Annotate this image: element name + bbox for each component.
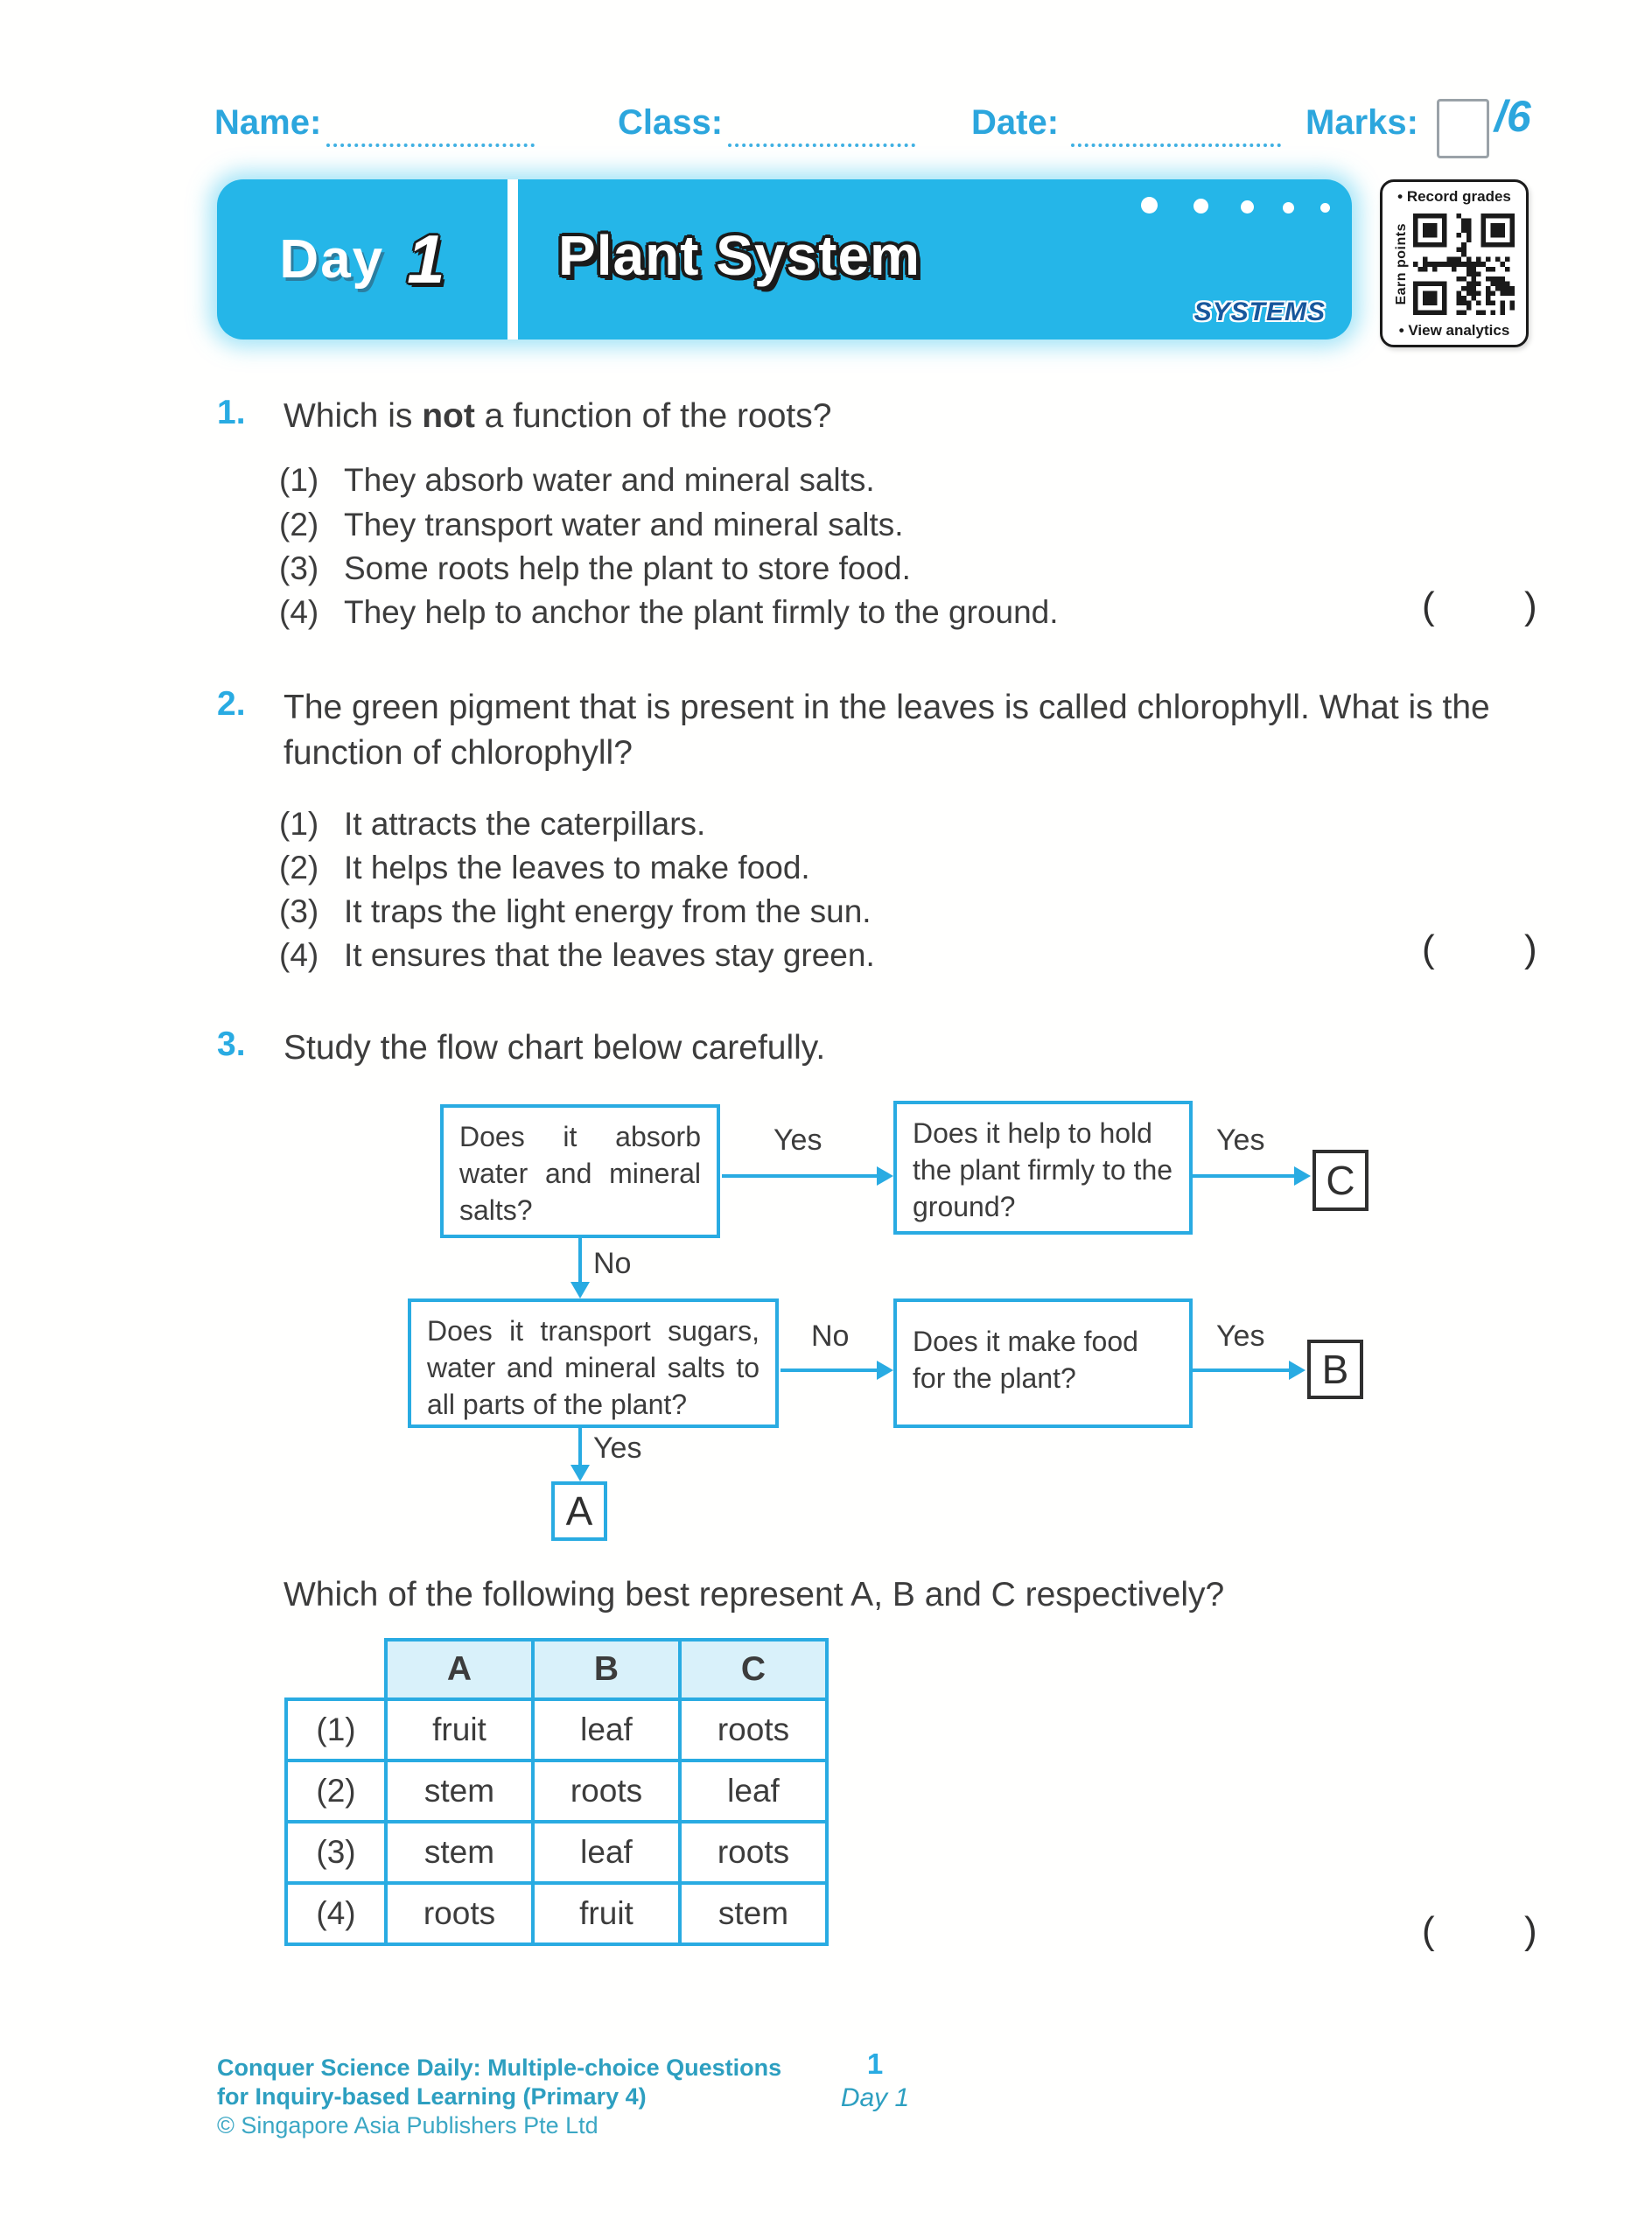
q2-option-2: (2) It helps the leaves to make food. [279,850,810,886]
flowchart-connector [1193,1174,1296,1178]
flowchart-box-transport: Does it transport sugars, water and mineral salts to all parts of the plant? [408,1298,779,1428]
q3-text: Study the flow chart below carefully. [284,1029,826,1067]
name-write-line[interactable] [326,105,535,147]
day-block [217,179,508,340]
date-label: Date: [971,103,1060,142]
flowchart-label-yes: Yes [1216,1124,1265,1157]
flowchart-result-b: B [1307,1340,1363,1399]
footer-book-title: Conquer Science Daily: Multiple-choice Questions [217,2054,782,2081]
q1-option-4: (4) They help to anchor the plant firmly to the ground. [279,594,1059,630]
q1-option-1: (1) They absorb water and mineral salts. [279,462,875,498]
flowchart-label-yes: Yes [774,1124,822,1157]
column-header-a: A [386,1640,533,1699]
answer-table [284,1638,829,1946]
flowchart-connector [780,1368,879,1372]
arrow-right-icon [1289,1361,1306,1380]
name-label: Name: [214,103,322,142]
arrow-right-icon [877,1166,893,1186]
flowchart-connector [578,1428,582,1466]
flowchart-box-absorb: Does it absorb water and mineral salts? [440,1104,720,1238]
day-number: 1 [407,220,445,298]
q3-number: 3. [217,1026,246,1063]
table-row: (4) roots fruit stem [286,1883,827,1944]
table-row: (3) stem leaf roots [286,1822,827,1883]
flowchart-box-hold: Does it help to hold the plant firmly to the ground? [893,1101,1193,1235]
q2-option-1: (1) It attracts the caterpillars. [279,806,706,842]
arrow-right-icon [1294,1166,1311,1186]
footer-copyright: © Singapore Asia Publishers Pte Ltd [217,2112,598,2138]
footer-book-subtitle: for Inquiry-based Learning (Primary 4) [217,2083,647,2110]
class-write-line[interactable] [728,105,915,147]
banner-dot [1194,199,1208,214]
banner-dot [1141,197,1158,214]
answer-bracket: ) [1524,584,1537,627]
qr-top-label: • Record grades [1397,188,1511,205]
answer-bracket[interactable]: ( [1422,584,1435,627]
qr-code [1413,214,1515,315]
table-header-row [286,1640,827,1699]
arrow-right-icon [877,1361,893,1380]
q2-option-3: (3) It traps the light energy from the sun. [279,893,872,929]
table-row: (1) fruit leaf roots [286,1699,827,1760]
flowchart-connector [578,1238,582,1284]
arrow-down-icon [570,1282,590,1298]
qr-bottom-label: • View analytics [1398,322,1510,339]
q3-sub-question: Which of the following best represent A, B and C respectively? [284,1576,1225,1614]
qr-panel [1380,179,1529,347]
answer-bracket[interactable]: ( [1422,928,1435,970]
table-row: (2) stem roots leaf [286,1760,827,1822]
flowchart-connector [1193,1368,1291,1372]
column-header-b: B [533,1640,680,1699]
page-day-label: Day 1 [840,2083,910,2112]
q2-text: The green pigment that is present in the leaves is called chlorophyll. What is the function of chlorophyll? [284,689,1490,772]
q2-option-4: (4) It ensures that the leaves stay green. [279,937,875,973]
page-number: 1 [866,2048,884,2080]
q1-option-2: (2) They transport water and mineral salts. [279,507,904,542]
arrow-down-icon [570,1465,590,1481]
q1-number: 1. [217,394,246,431]
marks-total: /6 [1494,92,1531,141]
banner-dot [1320,203,1330,213]
table-corner-cell [286,1640,386,1699]
page-title: Plant System [558,224,920,287]
flowchart-label-no: No [593,1247,632,1280]
strand-badge: SYSTEMS [1194,298,1326,326]
day-banner [217,179,1352,340]
column-header-c: C [680,1640,827,1699]
marks-box[interactable] [1437,99,1489,158]
flowchart-box-food: Does it make food for the plant? [893,1298,1193,1428]
flowchart-label-no: No [811,1320,850,1353]
flowchart-result-a: A [551,1481,607,1541]
answer-bracket[interactable]: ( [1422,1909,1435,1952]
flowchart-label-yes: Yes [593,1432,642,1465]
q1-text: Which is not a function of the roots? [284,397,832,435]
banner-dot [1283,202,1294,214]
day-label: Day [279,229,385,290]
marks-label: Marks: [1306,103,1418,142]
date-write-line[interactable] [1071,105,1281,147]
q1-option-3: (3) Some roots help the plant to store food. [279,550,911,586]
q2-number: 2. [217,685,246,723]
flowchart-connector [722,1174,879,1178]
class-label: Class: [618,103,724,142]
banner-divider [508,179,518,340]
qr-left-label: Earn points [1394,222,1409,305]
flowchart-result-c: C [1312,1150,1368,1211]
answer-bracket: ) [1524,1909,1537,1952]
flowchart-label-yes: Yes [1216,1320,1265,1353]
answer-bracket: ) [1524,928,1537,970]
banner-dot [1241,200,1254,214]
